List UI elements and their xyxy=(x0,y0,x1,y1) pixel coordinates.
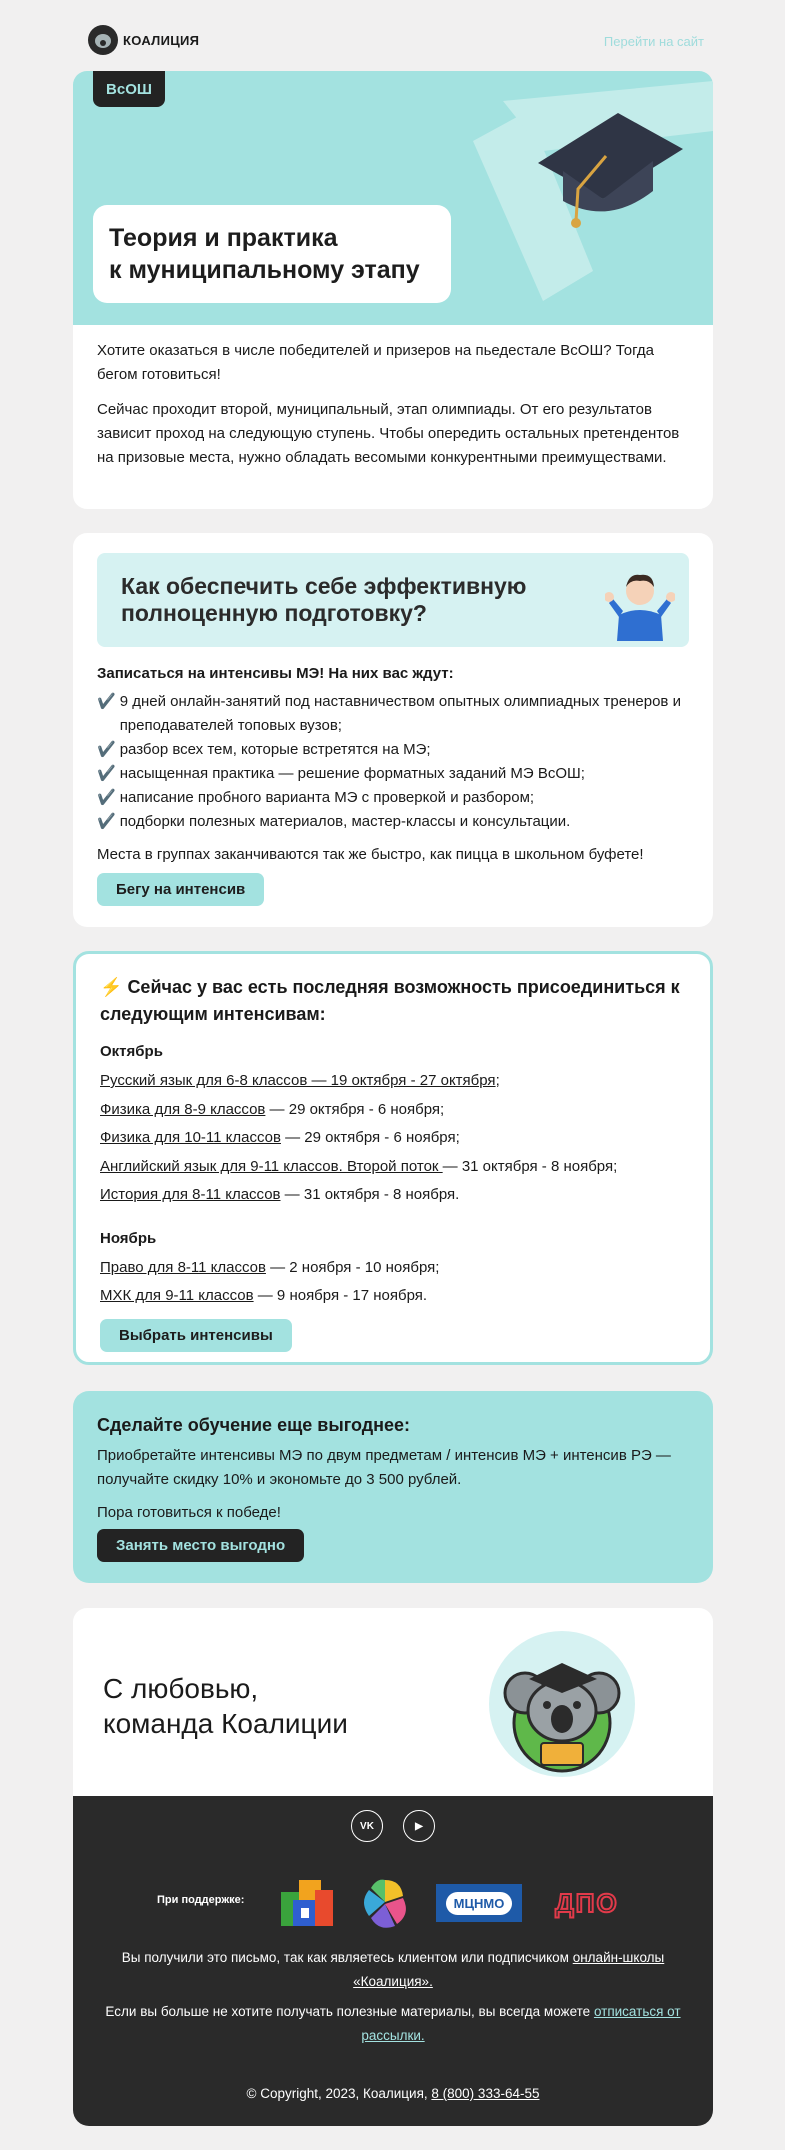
course-link-russian[interactable]: Русский язык для 6-8 классов — 19 октября - 27 октября xyxy=(100,1072,496,1089)
last-chance-title xyxy=(100,974,686,1028)
social-links xyxy=(73,1810,713,1842)
lightning-icon: ⚡ xyxy=(100,977,123,997)
choose-intensives-button[interactable]: Выбрать интенсивы xyxy=(100,1319,292,1352)
question-line1: Как обеспечить себе эффективную xyxy=(121,573,527,599)
list-item xyxy=(97,762,689,786)
subscription-notice xyxy=(93,1946,693,1994)
course-dates: — 31 октября - 8 ноября; xyxy=(442,1157,618,1175)
check-mark-icon: ✔️ xyxy=(97,693,116,710)
november-courses xyxy=(100,1254,686,1311)
dpo-logo xyxy=(541,1886,633,1920)
course-dates: — 2 ноября - 10 ноября; xyxy=(265,1258,440,1276)
hero-title xyxy=(93,205,451,303)
book-seat-button[interactable]: Занять место выгодно xyxy=(97,1529,304,1562)
list-item-text: 9 дней онлайн-занятий под наставничеством опытных олимпиадных тренеров и преподавателей топовых вузов; xyxy=(119,693,681,734)
list-item xyxy=(100,1096,686,1125)
course-link-physics-10-11[interactable]: Физика для 10-11 классов xyxy=(100,1129,281,1146)
koala-logo-icon xyxy=(88,25,118,55)
course-link-physics-8-9[interactable]: Физика для 8-9 классов xyxy=(100,1100,266,1118)
last-chance-card xyxy=(73,951,713,1365)
shrugging-person-icon xyxy=(605,567,675,641)
partner-petals-logo-icon xyxy=(357,1876,413,1930)
unsubscribe-notice xyxy=(93,2000,693,2048)
pizza-note: Места в группах заканчиваются так же быстро, как пицца в школьном буфете! xyxy=(97,846,644,863)
go-to-site-link[interactable]: Перейти на сайт xyxy=(603,34,704,49)
copyright-text: © Copyright, 2023, Коалиция, xyxy=(246,2086,432,2101)
preparation-card xyxy=(73,533,713,927)
offer-text: Приобретайте интенсивы МЭ по двум предметам / интенсив МЭ + интенсив РЭ — получайте скидку 10% и экономьте до 3 500 рублей. xyxy=(97,1447,671,1488)
support-label: При поддержке: xyxy=(157,1894,245,1906)
vk-icon[interactable]: VK xyxy=(351,1810,383,1842)
koala-mascot-icon xyxy=(489,1631,635,1777)
list-item-text: насыщенная практика — решение форматных заданий МЭ ВсОШ; xyxy=(119,765,585,782)
list-item xyxy=(100,1254,686,1283)
unsubscribe-text: Если вы больше не хотите получать полезные материалы, вы всегда можете xyxy=(105,2004,594,2019)
unsubscribe-link[interactable]: отписаться от рассылки. xyxy=(361,2004,681,2043)
check-mark-icon: ✔️ xyxy=(97,813,116,830)
list-item-text: подборки полезных материалов, мастер-классы и консультации. xyxy=(119,813,571,830)
olympiad-badge: ВсОШ xyxy=(93,71,165,107)
hero-title-line1: Теория и практика xyxy=(109,224,338,252)
signature-text xyxy=(103,1671,348,1741)
list-item-text: написание пробного варианта МЭ с проверкой и разбором; xyxy=(119,789,535,806)
phone-link[interactable]: 8 (800) 333-64-55 xyxy=(431,2086,540,2101)
dpo-logo-text: ДПО xyxy=(555,1888,619,1918)
graduation-cap-icon xyxy=(518,101,688,231)
course-dates: — 9 ноября - 17 ноября. xyxy=(253,1287,428,1304)
course-dates: ; xyxy=(495,1072,500,1089)
youtube-icon[interactable]: ▶ xyxy=(403,1810,435,1842)
school-link[interactable]: онлайн-школы «Коалиция». xyxy=(353,1950,665,1989)
check-mark-icon: ✔️ xyxy=(97,741,116,758)
course-link-history[interactable]: История для 8-11 классов xyxy=(100,1186,281,1203)
partners-row xyxy=(73,1872,713,1932)
list-item xyxy=(97,738,689,762)
list-item xyxy=(100,1124,686,1153)
course-link-law[interactable]: Право для 8-11 классов xyxy=(100,1258,266,1276)
partner-blocks-logo-icon xyxy=(279,1878,335,1930)
signature-card xyxy=(73,1608,713,1796)
list-item xyxy=(100,1067,686,1096)
list-item-text: разбор всех тем, которые встретятся на МЭ; xyxy=(119,741,431,758)
hero-title-line2: к муниципальному этапу xyxy=(109,256,420,284)
month-october: Октябрь xyxy=(100,1043,163,1060)
mccme-logo xyxy=(436,1884,522,1922)
list-item xyxy=(97,810,689,834)
email-footer xyxy=(73,1796,713,2126)
hero-banner xyxy=(73,71,713,325)
offer-cta-text: Пора готовиться к победе! xyxy=(97,1504,281,1521)
mccme-logo-text: МЦНМО xyxy=(446,1892,513,1915)
question-line2: полноценную подготовку? xyxy=(121,600,427,626)
intensive-heading: Записаться на интенсивы МЭ! На них вас ждут: xyxy=(97,665,454,682)
question-banner xyxy=(97,553,689,647)
email-header xyxy=(88,25,704,57)
course-link-mhk[interactable]: МХК для 9-11 классов xyxy=(100,1287,254,1304)
last-chance-title-text: Сейчас у вас есть последняя возможность присоединиться к следующим интенсивам: xyxy=(100,977,680,1024)
check-mark-icon: ✔️ xyxy=(97,789,116,806)
subscription-notice-text: Вы получили это письмо, так как являетесь клиентом или подписчиком xyxy=(121,1950,573,1965)
course-dates: — 31 октября - 8 ноября. xyxy=(280,1186,460,1203)
list-item xyxy=(100,1181,686,1210)
intro-paragraph-1: Хотите оказаться в числе победителей и призеров на пьедестале ВсОШ? Тогда бегом готовиться! xyxy=(97,342,654,383)
signature-line1: С любовью, xyxy=(103,1673,259,1704)
list-item xyxy=(97,690,689,738)
check-mark-icon: ✔️ xyxy=(97,765,116,782)
list-item xyxy=(97,786,689,810)
course-dates: — 29 октября - 6 ноября; xyxy=(280,1129,460,1146)
month-november: Ноябрь xyxy=(100,1229,157,1247)
discount-offer-card xyxy=(73,1391,713,1583)
copyright xyxy=(93,2082,693,2106)
benefits-list xyxy=(97,690,689,834)
october-courses xyxy=(100,1067,686,1210)
signature-line2: команда Коалиции xyxy=(103,1708,348,1739)
intro-paragraph-2: Сейчас проходит второй, муниципальный, этап олимпиады. От его результатов зависит проход на следующую ступень. Чтобы опередить остальных претендентов на призовые места, нужно обладать весомыми конкурентными преимуществами. xyxy=(97,401,680,466)
offer-title: Сделайте обучение еще выгоднее: xyxy=(97,1415,411,1435)
intro-card xyxy=(73,325,713,509)
list-item xyxy=(100,1153,686,1182)
course-dates: — 29 октября - 6 ноября; xyxy=(265,1100,445,1118)
course-link-english[interactable]: Английский язык для 9-11 классов. Второй поток xyxy=(100,1157,443,1175)
logo-text: КОАЛИЦИЯ xyxy=(123,32,200,48)
run-to-intensive-button[interactable]: Бегу на интенсив xyxy=(97,873,264,906)
list-item xyxy=(100,1282,686,1311)
koalition-logo[interactable] xyxy=(88,25,199,55)
